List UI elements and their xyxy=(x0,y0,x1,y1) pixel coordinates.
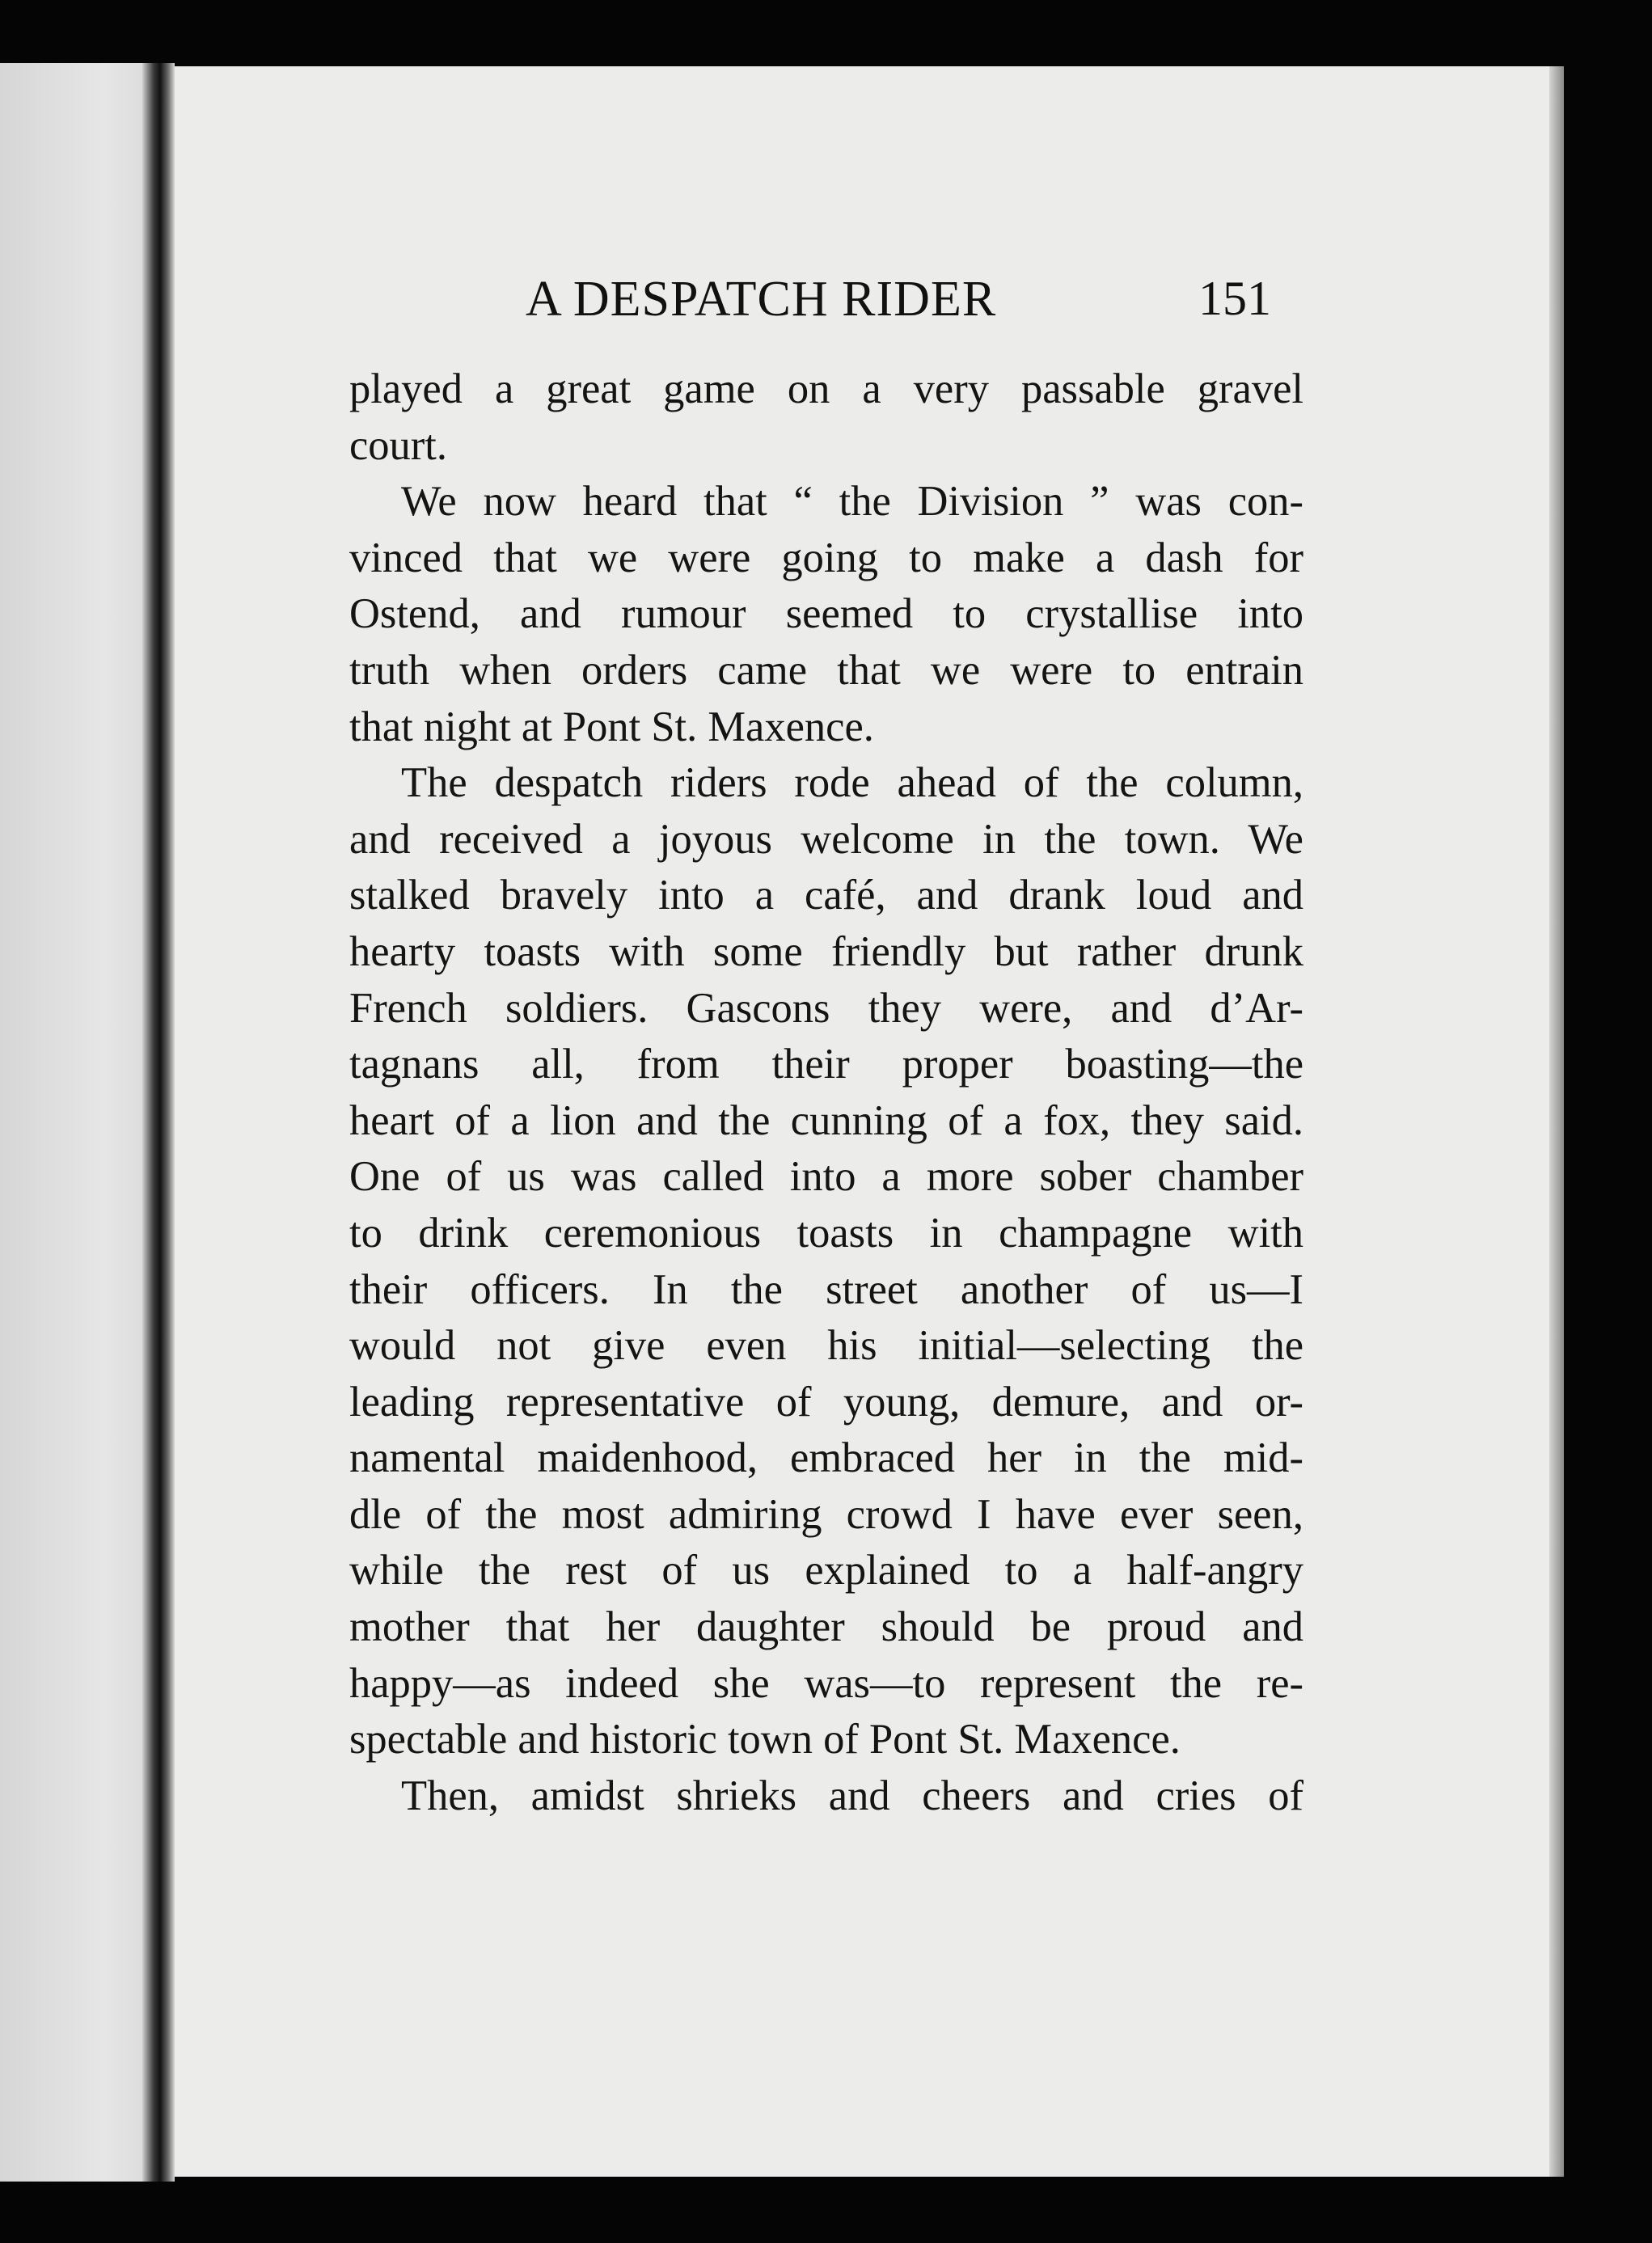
text-line: would not give even his initial—selecting the xyxy=(349,1322,1303,1370)
page-number: 151 xyxy=(1198,272,1271,325)
text-line: Ostend, and rumour seemed to crystallise into xyxy=(349,590,1303,638)
text-line: spectable and historic town of Pont St. Maxence. xyxy=(349,1716,1181,1764)
text-line: One of us was called into a more sober chamber xyxy=(349,1153,1303,1201)
text-line: hearty toasts with some friendly but rather drunk xyxy=(349,927,1303,975)
text-line: We now heard that “ the Division ” was con- xyxy=(401,478,1303,526)
text-line: vinced that we were going to make a dash for xyxy=(349,534,1303,581)
text-line: heart of a lion and the cunning of a fox, they said. xyxy=(349,1096,1303,1144)
text-line: that night at Pont St. Maxence. xyxy=(349,703,874,750)
book-gutter xyxy=(142,63,175,2182)
text-line: mother that her daughter should be proud and xyxy=(349,1603,1303,1651)
page-edge-shadow xyxy=(1549,66,1564,2177)
body-text xyxy=(349,361,1303,1824)
text-line: happy—as indeed she was—to represent the re- xyxy=(349,1659,1303,1707)
text-line: tagnans all, from their proper boasting—the xyxy=(349,1041,1303,1088)
text-line: their officers. In the street another of us—I xyxy=(349,1265,1303,1313)
text-line: The despatch riders rode ahead of the column, xyxy=(401,759,1303,807)
text-line: while the rest of us explained to a half-angry xyxy=(349,1547,1303,1595)
text-line: played a great game on a very passable gravel xyxy=(349,365,1303,412)
text-line: to drink ceremonious toasts in champagne with xyxy=(349,1209,1303,1257)
text-line: truth when orders came that we were to entrain xyxy=(349,646,1303,694)
text-line: stalked bravely into a café, and drank loud and xyxy=(349,872,1303,919)
text-line: French soldiers. Gascons they were, and d’Ar- xyxy=(349,984,1303,1032)
running-head-title: A DESPATCH RIDER xyxy=(526,272,997,327)
running-head xyxy=(175,271,1549,336)
text-line: and received a joyous welcome in the town. We xyxy=(349,815,1303,863)
text-line: court. xyxy=(349,421,447,469)
text-line: dle of the most admiring crowd I have ever seen, xyxy=(349,1490,1303,1538)
text-line: Then, amidst shrieks and cheers and cries of xyxy=(401,1772,1303,1819)
text-line: leading representative of young, demure, and or- xyxy=(349,1378,1303,1426)
text-line: namental maidenhood, embraced her in the mid- xyxy=(349,1434,1303,1482)
